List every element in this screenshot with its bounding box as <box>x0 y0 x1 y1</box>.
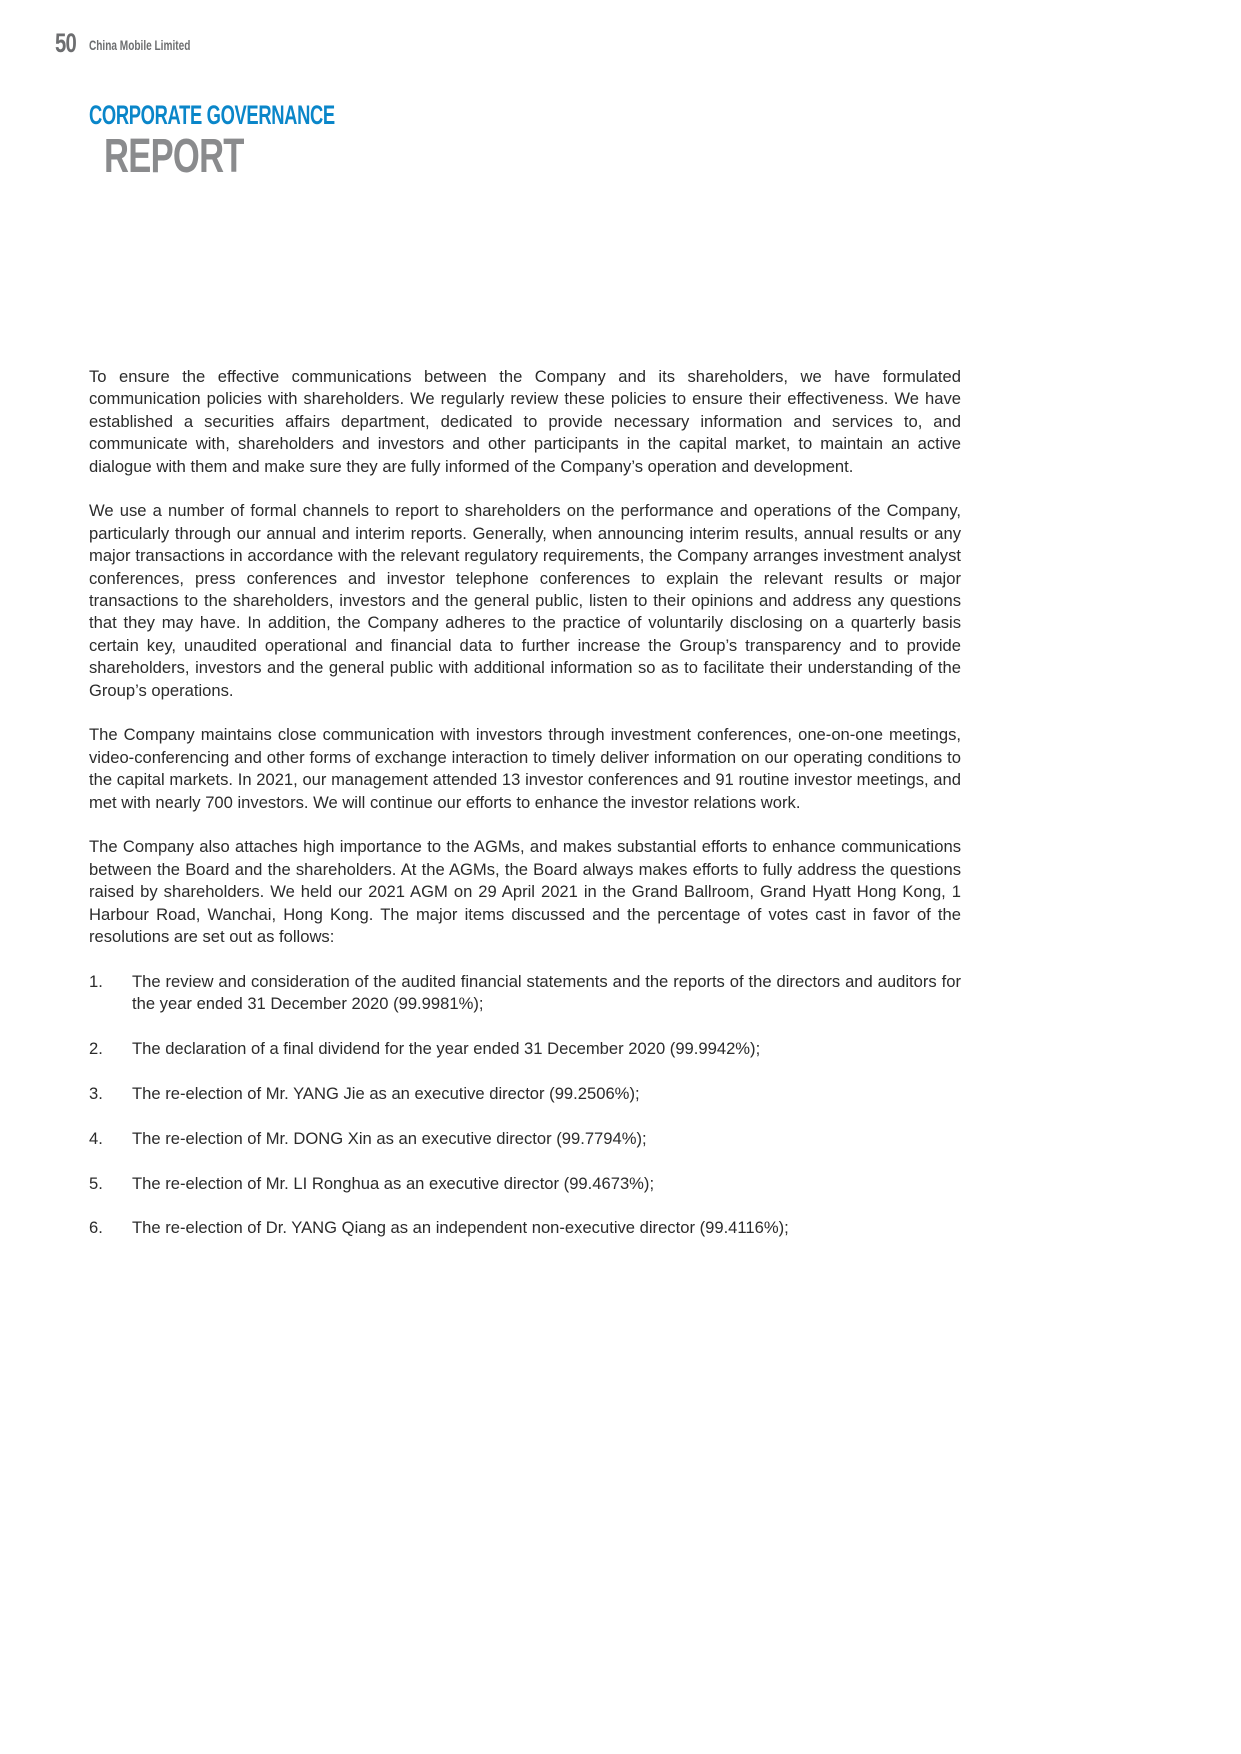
list-item <box>89 971 961 1016</box>
paragraph: To ensure the effective communications between the Company and its shareholders, we have formulated communication policies with shareholders. We regularly review these policies to ensure their effectiveness. We have established a securities affairs department, dedicated to provide necessary information and services to, and communicate with, shareholders and investors and other participants in the capital market, to maintain an active dialogue with them and make sure they are fully informed of the Company’s operation and development. <box>89 367 961 476</box>
list-item <box>89 1128 961 1150</box>
item-text: The re-election of Dr. YANG Qiang as an independent non-executive director (99.4116%); <box>132 1218 789 1238</box>
item-text: The re-election of Mr. DONG Xin as an executive director (99.7794%); <box>132 1128 647 1148</box>
item-text: The review and consideration of the audited financial statements and the reports of the directors and auditors for the year ended 31 December 2020 (99.9981%); <box>132 971 961 1014</box>
section-title: CORPORATE GOVERNANCE <box>89 100 335 130</box>
body-text <box>89 366 961 1262</box>
item-number: 2. <box>89 1039 103 1059</box>
resolution-list <box>89 971 961 1240</box>
paragraph: The Company also attaches high importance to the AGMs, and makes substantial efforts to enhance communications between the Board and the shareholders. At the AGMs, the Board always makes efforts to fully address the questions raised by shareholders. We held our 2021 AGM on 29 April 2021 in the Grand Ballroom, Grand Hyatt Hong Kong, 1 Harbour Road, Wanchai, Hong Kong. The major items discussed and the percentage of votes cast in favor of the resolutions are set out as follows: <box>89 837 961 947</box>
item-number: 6. <box>89 1218 103 1238</box>
item-number: 3. <box>89 1083 103 1103</box>
item-text: The re-election of Mr. LI Ronghua as an executive director (99.4673%); <box>132 1173 655 1193</box>
item-number: 4. <box>89 1128 103 1148</box>
list-item <box>89 1173 961 1195</box>
item-number: 5. <box>89 1173 103 1193</box>
section-subtitle: REPORT <box>104 130 244 183</box>
list-item <box>89 1217 961 1239</box>
item-text: The re-election of Mr. YANG Jie as an executive director (99.2506%); <box>132 1083 640 1103</box>
page-number: 50 <box>55 28 77 58</box>
list-item <box>89 1083 961 1105</box>
company-name: China Mobile Limited <box>89 37 191 53</box>
paragraph: We use a number of formal channels to report to shareholders on the performance and operations of the Company, particularly through our annual and interim reports. Generally, when announcing interim results, annual results or any major transactions in accordance with the relevant regulatory requirements, the Company arranges investment analyst conferences, press conferences and investor telephone conferences to explain the relevant results or major transactions to the shareholders, investors and the general public, listen to their opinions and address any questions that they may have. In addition, the Company adheres to the practice of voluntarily disclosing on a quarterly basis certain key, unaudited operational and financial data to further increase the Group’s transparency and to provide shareholders, investors and the general public with additional information so as to facilitate their understanding of the Group’s operations. <box>89 501 961 700</box>
list-item <box>89 1038 961 1060</box>
paragraph: The Company maintains close communication with investors through investment conferences, one-on-one meetings, video-conferencing and other forms of exchange interaction to timely deliver information on our operating conditions to the capital markets. In 2021, our management attended 13 investor conferences and 91 routine investor meetings, and met with nearly 700 investors. We will continue our efforts to enhance the investor relations work. <box>89 725 961 812</box>
item-text: The declaration of a final dividend for the year ended 31 December 2020 (99.9942%); <box>132 1039 761 1059</box>
item-number: 1. <box>89 971 103 991</box>
